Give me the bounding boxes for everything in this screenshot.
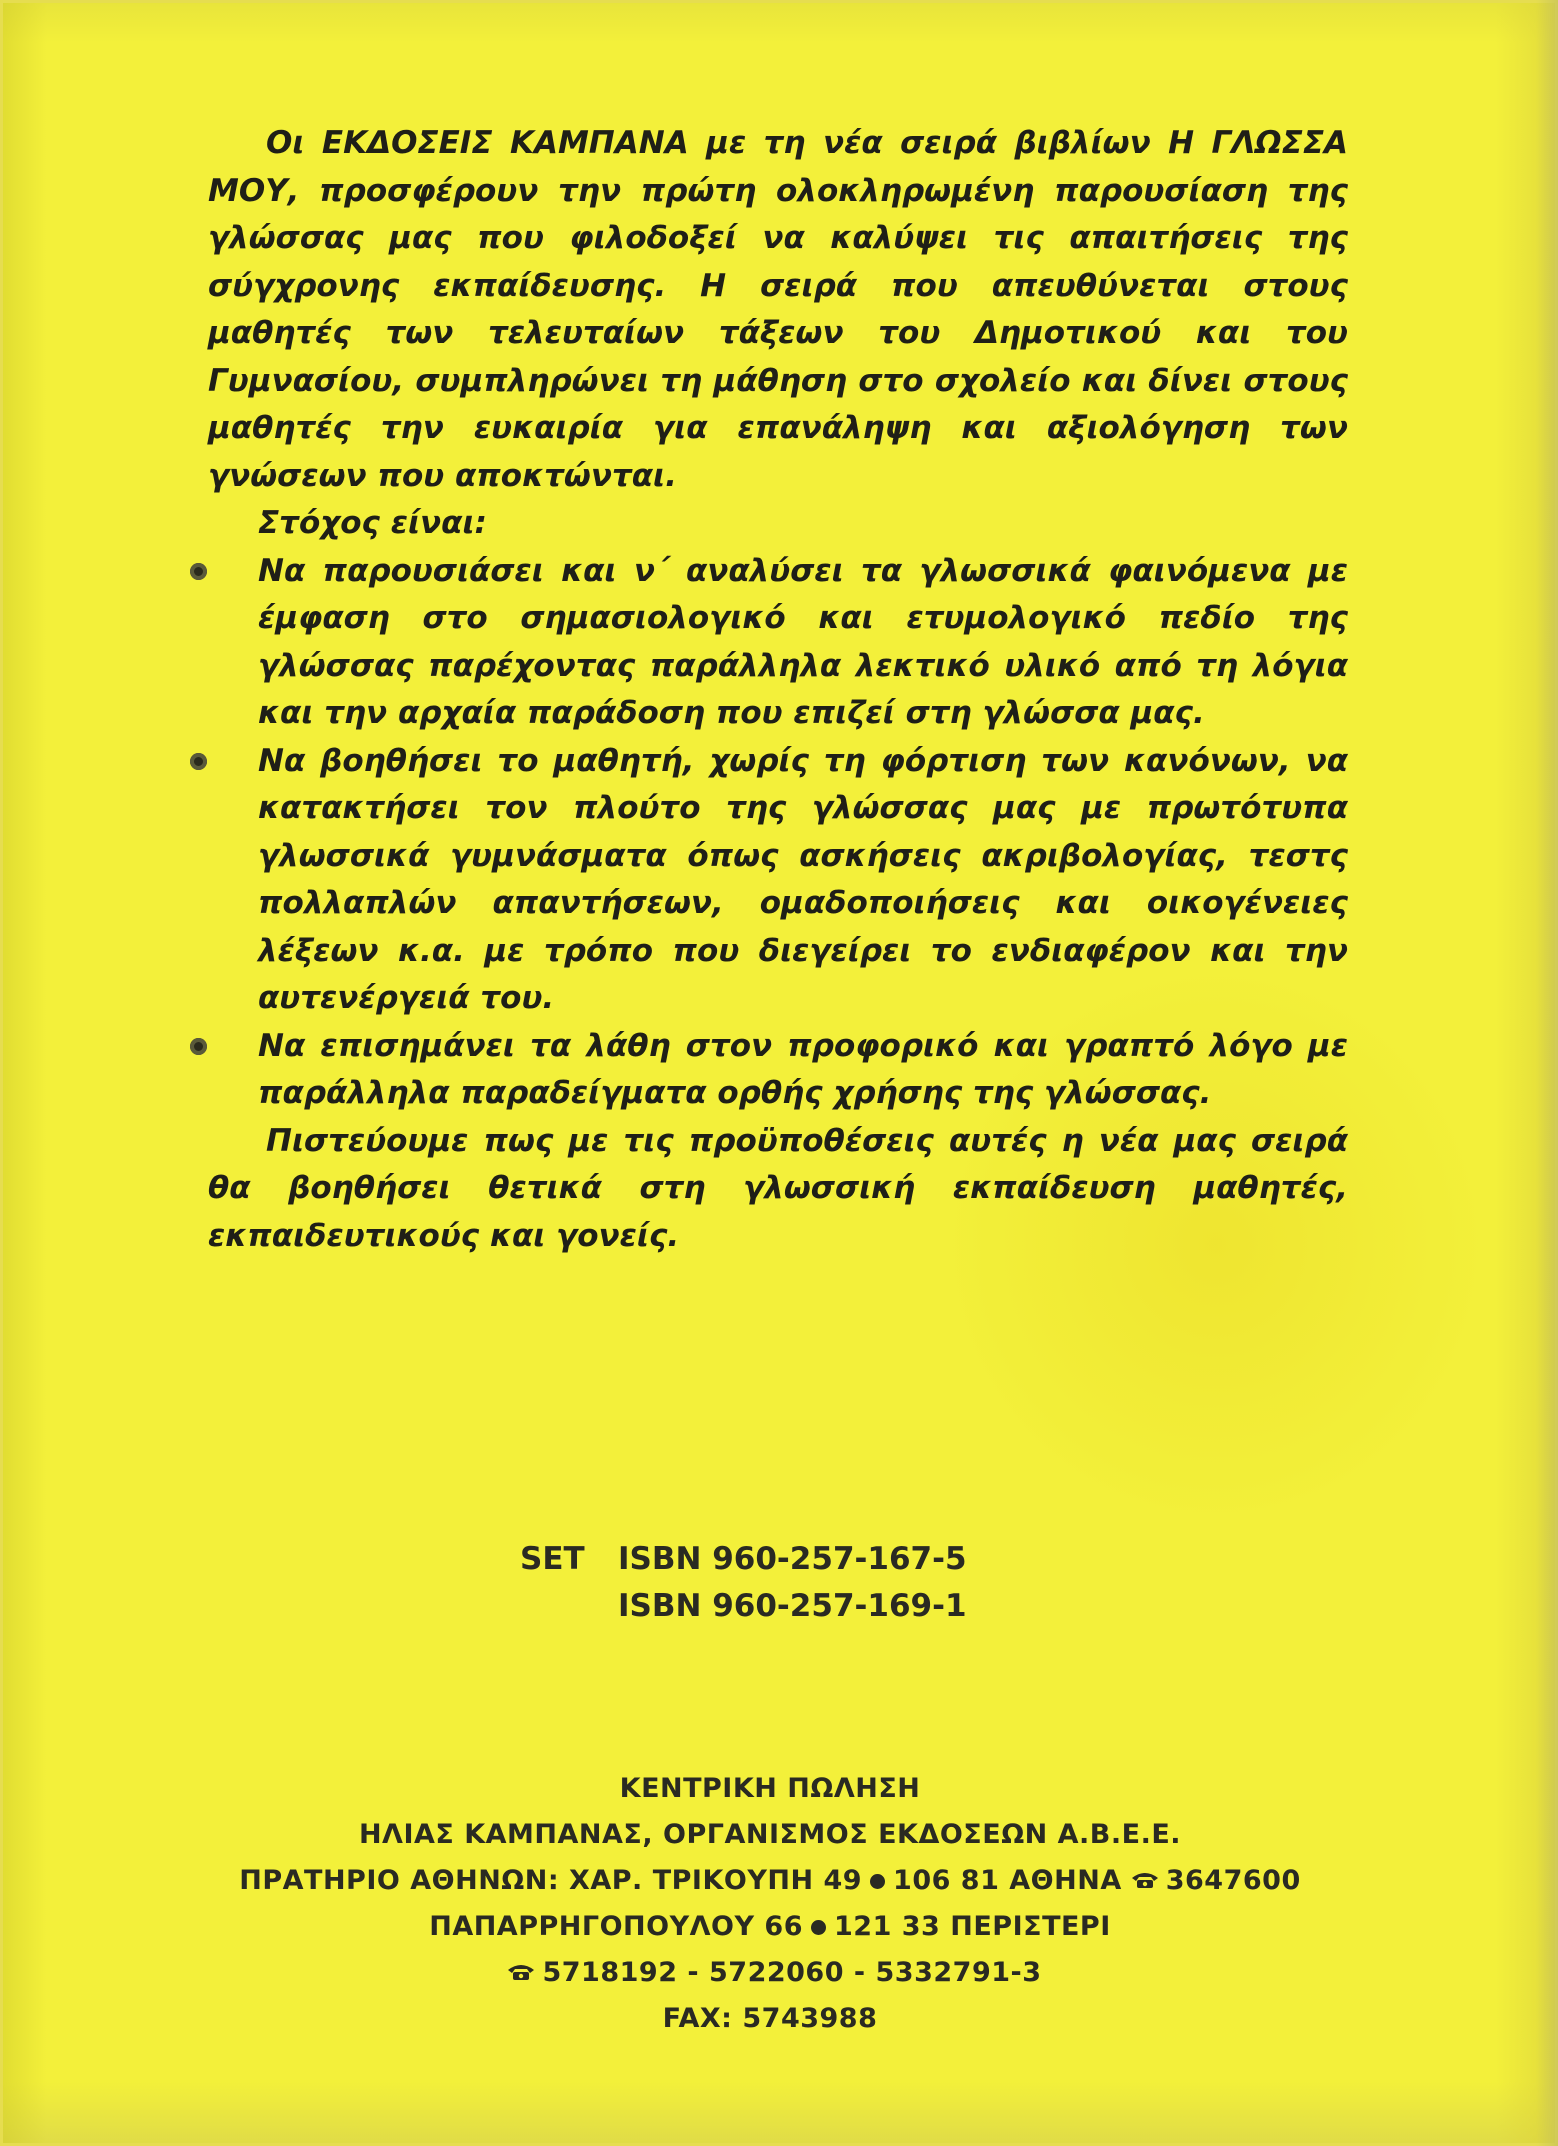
athens-store-line: ΠΡΑΤΗΡΙΟ ΑΘΗΝΩΝ: ΧΑΡ. ΤΡΙΚΟΥΠΗ 49 106 81 ΑΘΗΝΑ 3647600 xyxy=(239,1865,1301,1896)
book-isbn: ISBN 960-257-169-1 xyxy=(618,1588,967,1624)
intro-paragraph: Οι ΕΚΔΟΣΕΙΣ ΚΑΜΠΑΝΑ με τη νέα σειρά βιβλίων Η ΓΛΩΣΣΑ ΜΟΥ, προσφέρουν την πρώτη ολοκληρωμένη παρουσίαση της γλώσσας μας που φιλοδοξεί να καλύψει τις απαιτήσεις της σύγχρονης εκπαίδευσης. Η σειρά που απευθύνεται στους μαθητές των τελευταίων τάξεων του Δημοτικού και του Γυμνασίου, συμπληρώνει τη μάθηση στο σχολείο και δίνει στους μαθητές την ευκαιρία για επανάληψη και αξιολόγηση των γνώσεων που αποκτώνται. xyxy=(208,125,1348,494)
publisher-name: ΕΚΔΟΣΕΙΣ ΚΑΜΠΑΝΑ xyxy=(321,125,689,161)
bullet-dot-icon xyxy=(190,563,207,580)
series-name: Η ΓΛΩΣΣΑ ΜΟΥ xyxy=(208,125,1348,209)
separator-dot-icon xyxy=(811,1920,826,1935)
central-sales-heading: ΚΕΝΤΡΙΚΗ ΠΩΛΗΣΗ xyxy=(619,1773,921,1804)
list-item: Να επισημάνει τα λάθη στον προφορικό και γραπτό λόγο με παράλληλα παραδείγματα ορθής χρήσης της γλώσσας. xyxy=(208,1023,1348,1118)
blurb-text xyxy=(208,120,1348,1260)
set-isbn: ISBN 960-257-167-5 xyxy=(618,1541,967,1577)
aims-heading: Στόχος είναι: xyxy=(258,505,487,541)
spine-shadow xyxy=(1536,0,1558,2146)
telephone-icon xyxy=(506,1962,536,1982)
peristeri-store-line: ΠΑΠΑΡΡΗΓΟΠΟΥΛΟΥ 66 121 33 ΠΕΡΙΣΤΕΡΙ xyxy=(429,1911,1111,1942)
bullet-dot-icon xyxy=(190,753,207,770)
separator-dot-icon xyxy=(870,1874,885,1889)
telephone-icon xyxy=(1130,1870,1160,1890)
aims-list xyxy=(208,548,1348,1118)
set-isbn-row xyxy=(520,1536,967,1583)
phones-line: 5718192 - 5722060 - 5332791-3 xyxy=(130,1950,1410,1996)
set-label: SET xyxy=(520,1541,585,1577)
list-item: Να παρουσιάσει και ν΄ αναλύσει τα γλωσσικά φαινόμενα με έμφαση στο σημασιολογικό και ετυμολογικό πεδίο της γλώσσας παρέχοντας παράλληλα λεκτικό υλικό από τη λόγια και την αρχαία παράδοση που επιζεί στη γλώσσα μας. xyxy=(208,548,1348,738)
book-isbn-row xyxy=(520,1583,967,1630)
bullet-dot-icon xyxy=(190,1038,207,1055)
list-item: Να βοηθήσει το μαθητή, χωρίς τη φόρτιση των κανόνων, να κατακτήσει τον πλούτο της γλώσσας μας με πρωτότυπα γλωσσικά γυμνάσματα όπως ασκήσεις ακριβολογίας, τεστς πολλαπλών απαντήσεων, ομαδοποιήσεις και οικογένειες λέξεων κ.α. με τρόπο που διεγείρει το ενδιαφέρον και την αυτενέργειά του. xyxy=(208,738,1348,1023)
fax-line: FAX: 5743988 xyxy=(662,2003,878,2034)
company-name: ΗΛΙΑΣ ΚΑΜΠΑΝΑΣ, ΟΡΓΑΝΙΣΜΟΣ ΕΚΔΟΣΕΩΝ Α.Β.Ε.Ε. xyxy=(358,1819,1182,1850)
closing-paragraph: Πιστεύουμε πως με τις προϋποθέσεις αυτές η νέα μας σειρά θα βοηθήσει θετικά στη γλωσσική εκπαίδευση μαθητές, εκπαιδευτικούς και γονείς. xyxy=(208,1122,1348,1254)
publisher-contact-block xyxy=(130,1766,1410,2042)
isbn-block xyxy=(520,1536,967,1630)
